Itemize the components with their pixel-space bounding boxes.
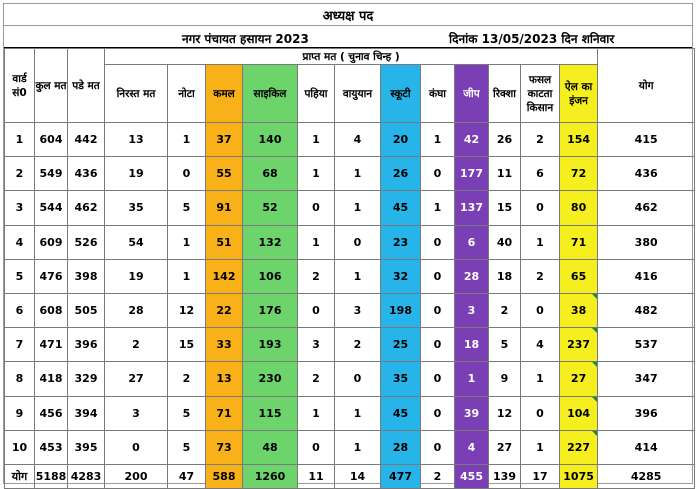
cell-rickshaw: 18 — [489, 259, 521, 293]
cell-scooty: 45 — [381, 191, 421, 225]
header-total: योग — [598, 49, 695, 123]
cell-votes-cast: 329 — [68, 362, 105, 396]
cell-jeep: 39 — [455, 396, 489, 430]
body-name: नगर पंचायत हसायन 2023 — [182, 32, 309, 46]
cell-ward: 5 — [5, 259, 35, 293]
table-row — [5, 225, 695, 259]
total-kamal: 588 — [206, 464, 243, 488]
cell-nota: 1 — [168, 225, 206, 259]
cell-aeroplane: 0 — [335, 362, 381, 396]
cell-rejected: 3 — [105, 396, 168, 430]
cell-aeroplane: 3 — [335, 293, 381, 327]
table-row — [5, 430, 695, 464]
totals-row — [5, 464, 695, 488]
cell-scooty: 26 — [381, 157, 421, 191]
cell-jeep: 4 — [455, 430, 489, 464]
cell-total: 415 — [598, 123, 695, 157]
cell-aeroplane: 0 — [335, 225, 381, 259]
cell-farmer: 0 — [521, 293, 560, 327]
cell-aeroplane: 1 — [335, 157, 381, 191]
cell-engine: 237 — [560, 328, 598, 362]
header-jeep: जीप — [455, 65, 489, 123]
cell-rickshaw: 26 — [489, 123, 521, 157]
cell-votes-cast: 395 — [68, 430, 105, 464]
total-farmer: 17 — [521, 464, 560, 488]
cell-wheel: 0 — [298, 293, 335, 327]
cell-jeep: 6 — [455, 225, 489, 259]
results-sheet — [3, 3, 693, 484]
cell-aeroplane: 1 — [335, 191, 381, 225]
cell-nota: 5 — [168, 396, 206, 430]
cell-total: 537 — [598, 328, 695, 362]
cell-kamal: 33 — [206, 328, 243, 362]
cell-rejected: 54 — [105, 225, 168, 259]
cell-wheel: 0 — [298, 191, 335, 225]
header-wheel: पहिया — [298, 65, 335, 123]
cell-comb: 1 — [421, 123, 455, 157]
cell-cycle: 68 — [243, 157, 298, 191]
cell-total: 380 — [598, 225, 695, 259]
cell-votes-cast: 436 — [68, 157, 105, 191]
cell-cycle: 106 — [243, 259, 298, 293]
cell-wheel: 1 — [298, 157, 335, 191]
cell-total-votes: 471 — [35, 328, 68, 362]
total-jeep: 455 — [455, 464, 489, 488]
cell-farmer: 6 — [521, 157, 560, 191]
cell-nota: 15 — [168, 328, 206, 362]
cell-cycle: 193 — [243, 328, 298, 362]
cell-ward: 4 — [5, 225, 35, 259]
header-cycle: साइकिल — [243, 65, 298, 123]
cell-engine: 27 — [560, 362, 598, 396]
cell-cycle: 230 — [243, 362, 298, 396]
cell-comb: 0 — [421, 396, 455, 430]
cell-scooty: 20 — [381, 123, 421, 157]
cell-kamal: 91 — [206, 191, 243, 225]
total-cycle: 1260 — [243, 464, 298, 488]
cell-rickshaw: 15 — [489, 191, 521, 225]
cell-farmer: 2 — [521, 123, 560, 157]
cell-rickshaw: 5 — [489, 328, 521, 362]
cell-scooty: 23 — [381, 225, 421, 259]
cell-total-votes: 476 — [35, 259, 68, 293]
cell-wheel: 1 — [298, 396, 335, 430]
cell-jeep: 1 — [455, 362, 489, 396]
cell-ward: 8 — [5, 362, 35, 396]
cell-scooty: 28 — [381, 430, 421, 464]
cell-rickshaw: 2 — [489, 293, 521, 327]
cell-comb: 0 — [421, 157, 455, 191]
total-scooty: 477 — [381, 464, 421, 488]
table-row — [5, 157, 695, 191]
table-row — [5, 328, 695, 362]
cell-rejected: 13 — [105, 123, 168, 157]
cell-votes-cast: 396 — [68, 328, 105, 362]
cell-wheel: 2 — [298, 362, 335, 396]
header-aeroplane: वायुयान — [335, 65, 381, 123]
cell-scooty: 45 — [381, 396, 421, 430]
cell-votes-cast: 398 — [68, 259, 105, 293]
cell-jeep: 137 — [455, 191, 489, 225]
total-total: 4285 — [598, 464, 695, 488]
date-text: दिनांक 13/05/2023 दिन शनिवार — [449, 32, 615, 46]
cell-total: 414 — [598, 430, 695, 464]
cell-jeep: 177 — [455, 157, 489, 191]
total-ward: योग — [5, 464, 35, 488]
table-row — [5, 362, 695, 396]
cell-engine: 38 — [560, 293, 598, 327]
cell-total-votes: 418 — [35, 362, 68, 396]
cell-cycle: 115 — [243, 396, 298, 430]
cell-total-votes: 604 — [35, 123, 68, 157]
cell-kamal: 71 — [206, 396, 243, 430]
cell-cycle: 132 — [243, 225, 298, 259]
cell-cycle: 52 — [243, 191, 298, 225]
cell-engine: 104 — [560, 396, 598, 430]
cell-wheel: 1 — [298, 123, 335, 157]
cell-cycle: 48 — [243, 430, 298, 464]
table-row — [5, 396, 695, 430]
cell-votes-cast: 394 — [68, 396, 105, 430]
cell-scooty: 25 — [381, 328, 421, 362]
cell-wheel: 0 — [298, 430, 335, 464]
cell-aeroplane: 4 — [335, 123, 381, 157]
cell-votes-cast: 442 — [68, 123, 105, 157]
cell-total-votes: 544 — [35, 191, 68, 225]
cell-nota: 2 — [168, 362, 206, 396]
cell-rejected: 0 — [105, 430, 168, 464]
total-aeroplane: 14 — [335, 464, 381, 488]
cell-kamal: 37 — [206, 123, 243, 157]
page-title: अध्यक्ष पद — [4, 4, 692, 26]
total-rickshaw: 139 — [489, 464, 521, 488]
cell-cycle: 140 — [243, 123, 298, 157]
cell-total: 462 — [598, 191, 695, 225]
cell-kamal: 13 — [206, 362, 243, 396]
cell-total: 416 — [598, 259, 695, 293]
cell-ward: 2 — [5, 157, 35, 191]
cell-aeroplane: 1 — [335, 259, 381, 293]
cell-nota: 5 — [168, 430, 206, 464]
cell-farmer: 4 — [521, 328, 560, 362]
cell-total-votes: 609 — [35, 225, 68, 259]
total-wheel: 11 — [298, 464, 335, 488]
cell-total-votes: 549 — [35, 157, 68, 191]
cell-total-votes: 456 — [35, 396, 68, 430]
total-nota: 47 — [168, 464, 206, 488]
cell-farmer: 1 — [521, 225, 560, 259]
cell-votes-cast: 526 — [68, 225, 105, 259]
header-rejected: निरस्त मत — [105, 65, 168, 123]
total-rejected: 200 — [105, 464, 168, 488]
total-comb: 2 — [421, 464, 455, 488]
cell-scooty: 32 — [381, 259, 421, 293]
cell-rejected: 19 — [105, 157, 168, 191]
cell-scooty: 35 — [381, 362, 421, 396]
table-row — [5, 259, 695, 293]
cell-jeep: 3 — [455, 293, 489, 327]
cell-farmer: 1 — [521, 430, 560, 464]
cell-kamal: 22 — [206, 293, 243, 327]
cell-wheel: 3 — [298, 328, 335, 362]
header-group: प्राप्त मत ( चुनाव चिन्ह ) — [105, 49, 598, 65]
cell-cycle: 176 — [243, 293, 298, 327]
cell-votes-cast: 462 — [68, 191, 105, 225]
cell-kamal: 142 — [206, 259, 243, 293]
cell-total: 396 — [598, 396, 695, 430]
header-total-votes: कुल मत — [35, 49, 68, 123]
results-body — [5, 123, 695, 465]
cell-engine: 65 — [560, 259, 598, 293]
cell-farmer: 1 — [521, 362, 560, 396]
cell-rickshaw: 40 — [489, 225, 521, 259]
cell-comb: 0 — [421, 328, 455, 362]
table-row — [5, 191, 695, 225]
total-votes-cast: 4283 — [68, 464, 105, 488]
cell-total: 482 — [598, 293, 695, 327]
header-comb: कंघा — [421, 65, 455, 123]
header-kamal: कमल — [206, 65, 243, 123]
cell-farmer: 0 — [521, 396, 560, 430]
cell-rejected: 2 — [105, 328, 168, 362]
cell-jeep: 28 — [455, 259, 489, 293]
cell-nota: 5 — [168, 191, 206, 225]
cell-engine: 71 — [560, 225, 598, 259]
cell-nota: 1 — [168, 259, 206, 293]
cell-nota: 0 — [168, 157, 206, 191]
header-nota: नोटा — [168, 65, 206, 123]
header-rickshaw: रिक्शा — [489, 65, 521, 123]
header-votes-cast: पडे मत — [68, 49, 105, 123]
cell-comb: 0 — [421, 225, 455, 259]
cell-jeep: 18 — [455, 328, 489, 362]
header-scooty: स्कूटी — [381, 65, 421, 123]
cell-engine: 154 — [560, 123, 598, 157]
results-table — [4, 48, 695, 489]
cell-farmer: 0 — [521, 191, 560, 225]
cell-rejected: 35 — [105, 191, 168, 225]
cell-farmer: 2 — [521, 259, 560, 293]
cell-engine: 227 — [560, 430, 598, 464]
cell-aeroplane: 2 — [335, 328, 381, 362]
cell-nota: 1 — [168, 123, 206, 157]
header-farmer: फसल काटता किसान — [521, 65, 560, 123]
cell-votes-cast: 505 — [68, 293, 105, 327]
cell-comb: 0 — [421, 259, 455, 293]
cell-comb: 0 — [421, 293, 455, 327]
cell-total: 347 — [598, 362, 695, 396]
cell-engine: 72 — [560, 157, 598, 191]
cell-comb: 0 — [421, 362, 455, 396]
header-engine: ऐल का इंजन — [560, 65, 598, 123]
cell-total-votes: 608 — [35, 293, 68, 327]
cell-rickshaw: 11 — [489, 157, 521, 191]
table-row — [5, 293, 695, 327]
header-ward: वार्ड सं0 — [5, 49, 35, 123]
cell-rejected: 28 — [105, 293, 168, 327]
cell-comb: 0 — [421, 430, 455, 464]
cell-ward: 3 — [5, 191, 35, 225]
total-engine: 1075 — [560, 464, 598, 488]
cell-ward: 6 — [5, 293, 35, 327]
cell-kamal: 51 — [206, 225, 243, 259]
cell-ward: 7 — [5, 328, 35, 362]
cell-total-votes: 453 — [35, 430, 68, 464]
total-total-votes: 5188 — [35, 464, 68, 488]
cell-jeep: 42 — [455, 123, 489, 157]
cell-aeroplane: 1 — [335, 396, 381, 430]
cell-nota: 12 — [168, 293, 206, 327]
cell-scooty: 198 — [381, 293, 421, 327]
cell-ward: 10 — [5, 430, 35, 464]
cell-rickshaw: 9 — [489, 362, 521, 396]
cell-kamal: 55 — [206, 157, 243, 191]
cell-ward: 1 — [5, 123, 35, 157]
cell-aeroplane: 1 — [335, 430, 381, 464]
table-row — [5, 123, 695, 157]
cell-wheel: 1 — [298, 225, 335, 259]
cell-rejected: 27 — [105, 362, 168, 396]
cell-rejected: 19 — [105, 259, 168, 293]
cell-kamal: 73 — [206, 430, 243, 464]
cell-total: 436 — [598, 157, 695, 191]
cell-comb: 1 — [421, 191, 455, 225]
subtitle-row — [4, 26, 692, 48]
cell-ward: 9 — [5, 396, 35, 430]
cell-wheel: 2 — [298, 259, 335, 293]
cell-engine: 80 — [560, 191, 598, 225]
cell-rickshaw: 12 — [489, 396, 521, 430]
cell-rickshaw: 27 — [489, 430, 521, 464]
